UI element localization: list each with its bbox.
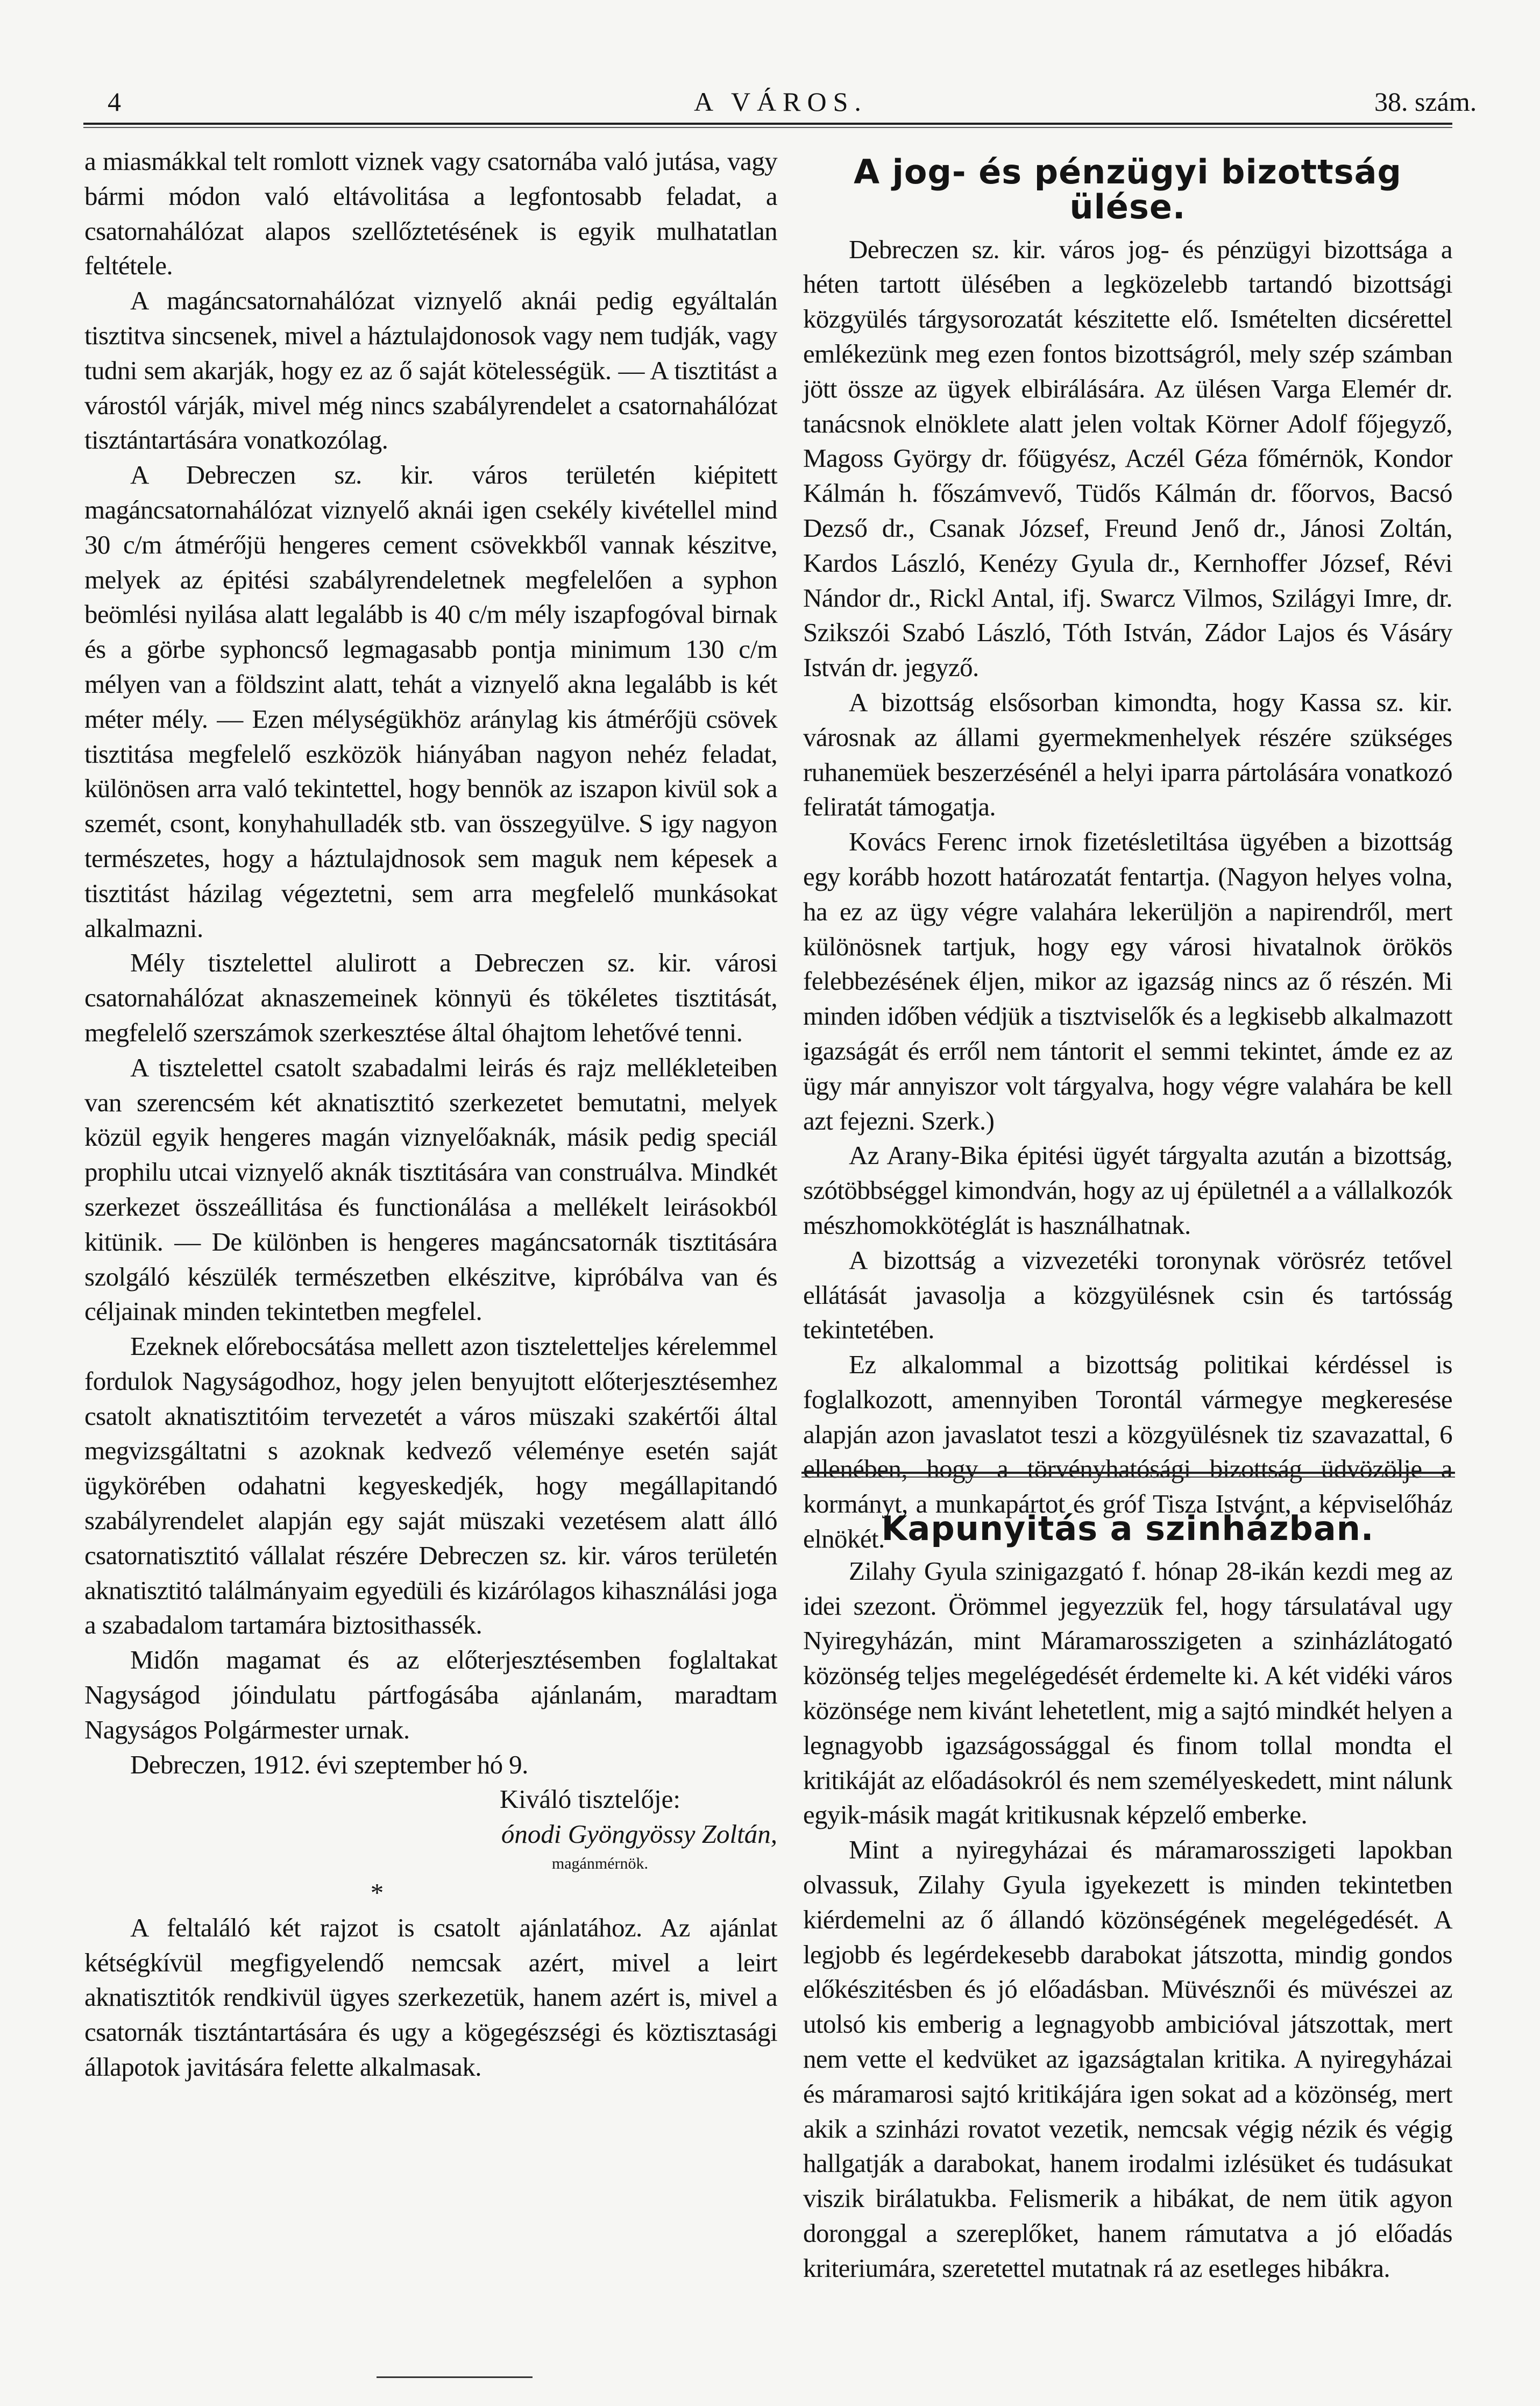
editor-note: A feltaláló két rajzot is csatolt ajánlatához. Az ajánlat kétségkívül megfigyelendő nemcsak azért, mivel a leirt aknatisztitók rendkivül ügyes szerkezetük, hanem azért is, mivel a csatornák tisztántartására és ugy a kögegészségi és köztisztasági állapotok javitására felette alkalmasak. bbox=[84, 1912, 777, 2082]
signature: ónodi Gyöngyössy Zoltán, bbox=[501, 1819, 777, 1849]
closing: Kiváló tisztelője: bbox=[499, 1784, 680, 1814]
paragraph: A magáncsatornahálózat viznyelő aknái pedig egyáltalán tisztitva sincsenek, mivel a háztulajdonosok vagy nem tudják, vagy tudni sem akarják, hogy ez az ő saját kötelességük. — A tisztitást a várostól várják, mivel még nincs szabályrendelet a csatornahálózat tisztántartására vonatkozólag. bbox=[84, 286, 777, 455]
paragraph: Midőn magamat és az előterjesztésemben foglaltakat Nagyságod jóindulatu pártfogásába ajánlanám, maradtam Nagyságos Polgármester urnak. bbox=[84, 1645, 777, 1744]
left-column bbox=[84, 144, 777, 2085]
separator: * bbox=[370, 1878, 384, 1908]
header-rule bbox=[83, 123, 1452, 128]
article-theatre bbox=[803, 1501, 1452, 2286]
paragraph: A tisztelettel csatolt szabadalmi leirás és rajz mellékleteiben van szerencsém két aknatisztitó szerkezetet bemutatni, melyek közül egyik hengeres magán viznyelőaknák, másik pedig speciál prophilu utcai viznyelő aknák tisztitására van construálva. Mindkét szerkezet összeállitása és functionálása a mellékelt leirásokból kitünik. — De különben is hengeres magáncsatornák tisztitására szolgáló készülék természetben elkészitve, kipróbálva van és céljainak minden tekintetben megfelel. bbox=[84, 1052, 777, 1326]
end-rule bbox=[377, 2376, 533, 2378]
page-number: 4 bbox=[108, 87, 121, 117]
paragraph: A bizottság elsősorban kimondta, hogy Kassa sz. kir. városnak az állami gyermekmenhelyek részére szükséges ruhanemüek beszerzésénél a helyi iparra pártolására vonatkozó feliratát támogatja. bbox=[803, 687, 1452, 822]
issue-number: 38. szám. bbox=[1374, 87, 1477, 117]
article-committee bbox=[803, 144, 1452, 1557]
paragraph: Mély tisztelettel alulirott a Debreczen sz. kir. városi csatornahálózat aknaszemeinek könnyü és tökéletes tisztitását, megfelelő szerszámok szerkesztése által óhajtom lehetővé tenni. bbox=[84, 948, 777, 1047]
section-divider bbox=[801, 1472, 1455, 1478]
paragraph: A Debreczen sz. kir. város területén kiépitett magáncsatornahálózat viznyelő aknái igen csekély kivétellel mind 30 c/m átmérőjü hengeres cement csövekkből vannak készitve, melyek az épitési szabályrendeletnek megfelelően a syphon beömlési nyilása alatt legalább is 40 c/m mély iszapfogóval birnak és a görbe syphoncső legmagasabb pontja minimum 130 c/m mélyen van a földszint alatt, tehát a viznyelő akna legalább is két méter mély. — Ezen mélységükhöz aránylag kis átmérőjü csövek tisztitása megfelelő eszközök hiányában nagyon nehéz feladat, különösen arra való tekintettel, hogy bennök az iszapon kivül sok a szemét, csont, konyhahulladék stb. van összegyülve. S igy nagyon természetes, hogy a háztulajdnosok sem maguk nem képesek a tisztitást házilag végeztetni, sem arra megfelelő munkásokat alkalmazni. bbox=[84, 460, 777, 943]
date-line: Debreczen, 1912. évi szeptember hó 9. bbox=[130, 1749, 528, 1779]
article-title: A jog- és pénzügyi bizottság ülése. bbox=[854, 152, 1402, 226]
article-title: Kapunyitás a szinházban. bbox=[881, 1509, 1374, 1548]
paragraph: Kovács Ferenc irnok fizetésletiltása ügyében a bizottság egy korább hozott határozatát fentartja. (Nagyon helyes volna, ha ez az ügy végre valahára lekerüljön a napirendről, mert különösnek tartjuk, hogy egy városi hivatalnok örökös felebbezésének éljen, mikor az igazság nincs az ő részén. Mi minden időben védjük a tisztviselők és a legkisebb alkalmazott igazságát és erről nem tántorit el semmi tekintet, ámde ez az ügy már annyiszor volt tárgyalva, hogy végre valahára be kell azt fejezni. Szerk.) bbox=[803, 827, 1452, 1135]
paragraph: Mint a nyiregyházai és máramarosszigeti lapokban olvassuk, Zilahy Gyula igyekezett is minden tekintetben kiérdemelni az ő állandó közönségének megelégedését. A legjobb és legérdekesebb darabokat játszotta, mindig gondos előkészitésben és jó előadásban. Müvésznői és müvészei az utolsó kis emberig a legnagyobb ambicióval játszottak, mert nem vette el kedvüket az igazságtalan kritika. A nyiregyházai és máramarosi sajtó kritikájára igen sokat ad a közönség, mert akik a szinházi rovatot vezetik, nemcsak végig nézik és végig hallgatják a darabokat, hanem irodalmi izlésüket és tudásukat viszik birálatukba. Felismerik a hibákat, de nem ütik agyon doronggal a szereplőket, hanem rámutatva a jó előadás kriteriumára, szeretettel mutatnak rá az esetleges hibákra. bbox=[803, 1835, 1452, 2283]
paragraph: a miasmákkal telt romlott viznek vagy csatornába való jutása, vagy bármi módon való eltávolitása a legfontosabb feladat, a csatornahálózat alapos szellőztetésének is egyik mulhatatlan feltétele. bbox=[84, 146, 777, 281]
publication-title: A VÁROS. bbox=[694, 87, 868, 117]
paragraph: Debreczen sz. kir. város jog- és pénzügyi bizottsága a héten tartott ülésében a legközelebb tartandó bizottsági közgyülés tárgysorozatát készitette elő. Ismételten dicsérettel emlékezünk meg ezen fontos bizottságról, mely szép számban jött össze az ügyek elbirálására. Az ülésen Varga Elemér dr. tanácsnok elnöklete alatt jelen voltak Körner Adolf főjegyző, Magoss György dr. főügyész, Aczél Géza főmérnök, Kondor Kálmán h. főszámvevő, Tüdős Kálmán dr. főorvos, Bacsó Dezső dr., Csanak József, Freund Jenő dr., Jánosi Zoltán, Kardos László, Kenézy Gyula dr., Kernhoffer József, Révi Nándor dr., Rickl Antal, ifj. Swarcz Vilmos, Szilágyi Imre, dr. Szikszói Szabó László, Tóth István, Zádor Lajos és Vásáry István dr. jegyző. bbox=[803, 234, 1452, 683]
paragraph: Ez alkalommal a bizottság politikai kérdéssel is foglalkozott, amennyiben Torontál vármegye megkeresése alapján azon javaslatot teszi a közgyülésnek tiz szavazattal, 6 ellenében, hogy a törvényhatósági bizottság üdvözölje a kormányt, a munkapártot és gróf Tisza Istvánt, a képviselőház elnökét. bbox=[803, 1350, 1452, 1554]
signature-title: magánmérnök. bbox=[551, 1855, 648, 1873]
paragraph: Az Arany-Bika épitési ügyét tárgyalta azután a bizottság, szótöbbséggel kimondván, hogy az uj épületnél a a vállalkozók mészhomokkötéglát is használhatnak. bbox=[803, 1140, 1452, 1240]
paragraph: Zilahy Gyula szinigazgató f. hónap 28-ikán kezdi meg az idei szezont. Örömmel jegyezzük fel, hogy társulatával ugy Nyiregyházán, mint Máramarosszigeten a szinházlátogató közönség teljes megelégedését érdemelte ki. A két vidéki város közönsége nem kivánt lehetetlent, mig a sajtó mindkét helyen a legnagyobb igazságossággal és finom tollal mondta el kritikáját az előadásokról és nem személyeskedett, mint nálunk egyik-másik magát kritikusnak képzelő emberke. bbox=[803, 1556, 1452, 1830]
paragraph: Ezeknek előrebocsátása mellett azon tiszteletteljes kérelemmel fordulok Nagyságodhoz, hogy jelen benyujtott előterjesztésemhez csatolt aknatisztitóim tervezetét a város müszaki szakértői által megvizsgáltatni s azoknak kedvező véleménye esetén saját ügykörében odahatni kegyeskedjék, hogy megállapitandó szabályrendelet alapján egy saját müszaki vezetésem alatt álló csatornatisztitó vállalat részére Debreczen sz. kir. város területén aknatisztitó találmányaim egyedüli és kizárólagos kihasználási joga a szabadalom tartamára biztosithassék. bbox=[84, 1331, 777, 1640]
paragraph: A bizottság a vizvezetéki toronynak vörösréz tetővel ellátását javasolja a közgyülésnek csin és tartósság tekintetében. bbox=[803, 1245, 1452, 1345]
